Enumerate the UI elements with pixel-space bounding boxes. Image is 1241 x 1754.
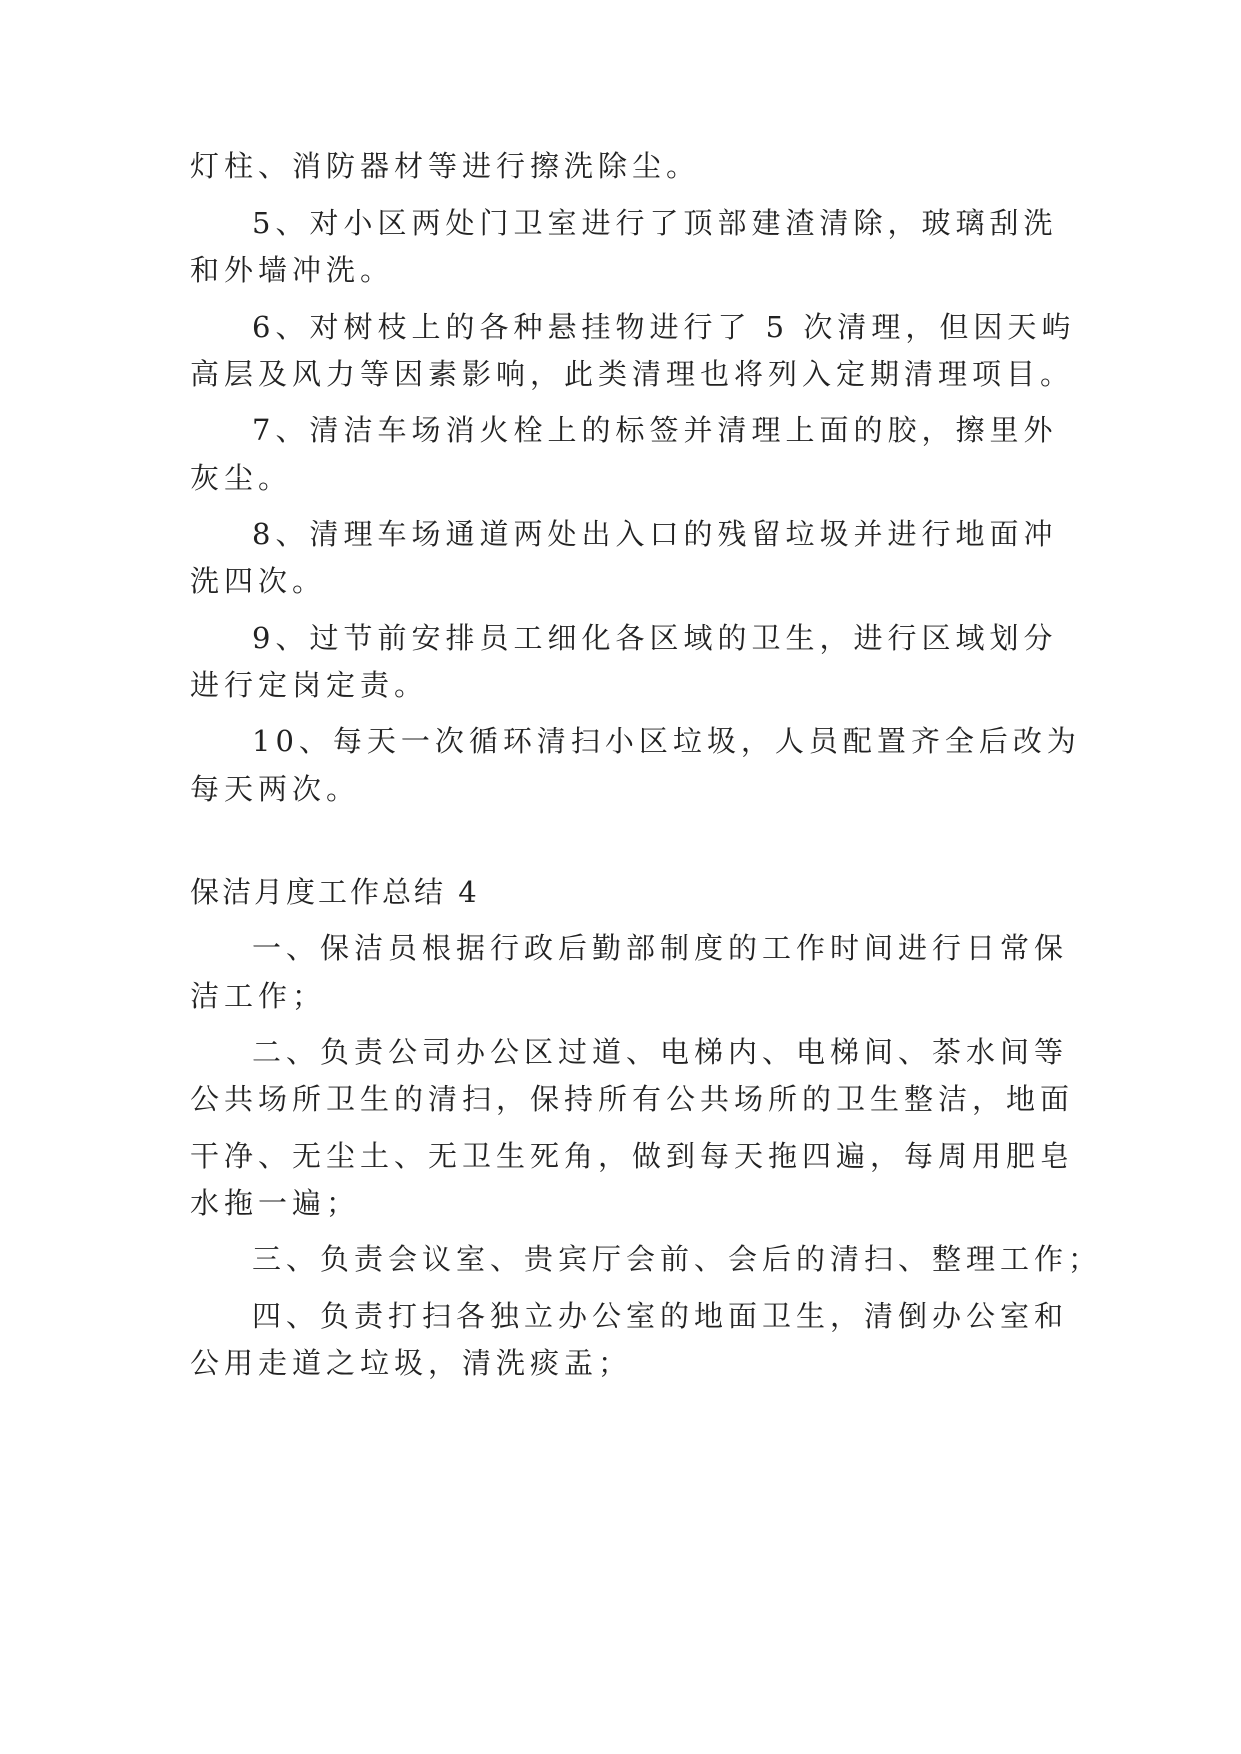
item-10-line-2: 每天两次。 bbox=[190, 772, 361, 806]
item-5-line-2: 和外墙冲洗。 bbox=[190, 253, 395, 287]
item-7-line-1: 7、清洁车场消火栓上的标签并清理上面的胶，擦里外 bbox=[252, 413, 1058, 447]
duty-2-line-4: 水拖一遍； bbox=[190, 1186, 361, 1220]
item-9-line-1: 9、过节前安排员工细化各区域的卫生，进行区域划分 bbox=[252, 621, 1058, 655]
item-6-line-2: 高层及风力等因素影响，此类清理也将列入定期清理项目。 bbox=[190, 357, 1075, 391]
duty-2-line-2: 公共场所卫生的清扫，保持所有公共场所的卫生整洁，地面 bbox=[190, 1082, 1075, 1116]
duty-1-line-2: 洁工作； bbox=[190, 979, 327, 1013]
item-10-line-1: 10、每天一次循环清扫小区垃圾，人员配置齐全后改为 bbox=[252, 724, 1081, 758]
item-8-line-1: 8、清理车场通道两处出入口的残留垃圾并进行地面冲 bbox=[252, 517, 1058, 551]
duty-2-line-3: 干净、无尘土、无卫生死角，做到每天拖四遍，每周用肥皂 bbox=[190, 1139, 1075, 1173]
duty-3-line-1: 三、负责会议室、贵宾厅会前、会后的清扫、整理工作； bbox=[252, 1242, 1103, 1276]
duty-1-line-1: 一、保洁员根据行政后勤部制度的工作时间进行日常保 bbox=[252, 931, 1069, 965]
item-9-line-2: 进行定岗定责。 bbox=[190, 668, 429, 702]
duty-4-line-2: 公用走道之垃圾，清洗痰盂； bbox=[190, 1346, 633, 1380]
item-8-line-2: 洗四次。 bbox=[190, 564, 327, 598]
text-line-continuation: 灯柱、消防器材等进行擦洗除尘。 bbox=[190, 149, 701, 183]
duty-2-line-1: 二、负责公司办公区过道、电梯内、电梯间、茶水间等 bbox=[252, 1035, 1069, 1069]
item-5-line-1: 5、对小区两处门卫室进行了顶部建渣清除，玻璃刮洗 bbox=[252, 206, 1058, 240]
duty-4-line-1: 四、负责打扫各独立办公室的地面卫生，清倒办公室和 bbox=[252, 1299, 1069, 1333]
item-7-line-2: 灰尘。 bbox=[190, 461, 293, 495]
section-heading: 保洁月度工作总结 4 bbox=[190, 875, 480, 909]
item-6-line-1: 6、对树枝上的各种悬挂物进行了 5 次清理，但因天屿 bbox=[252, 310, 1076, 344]
